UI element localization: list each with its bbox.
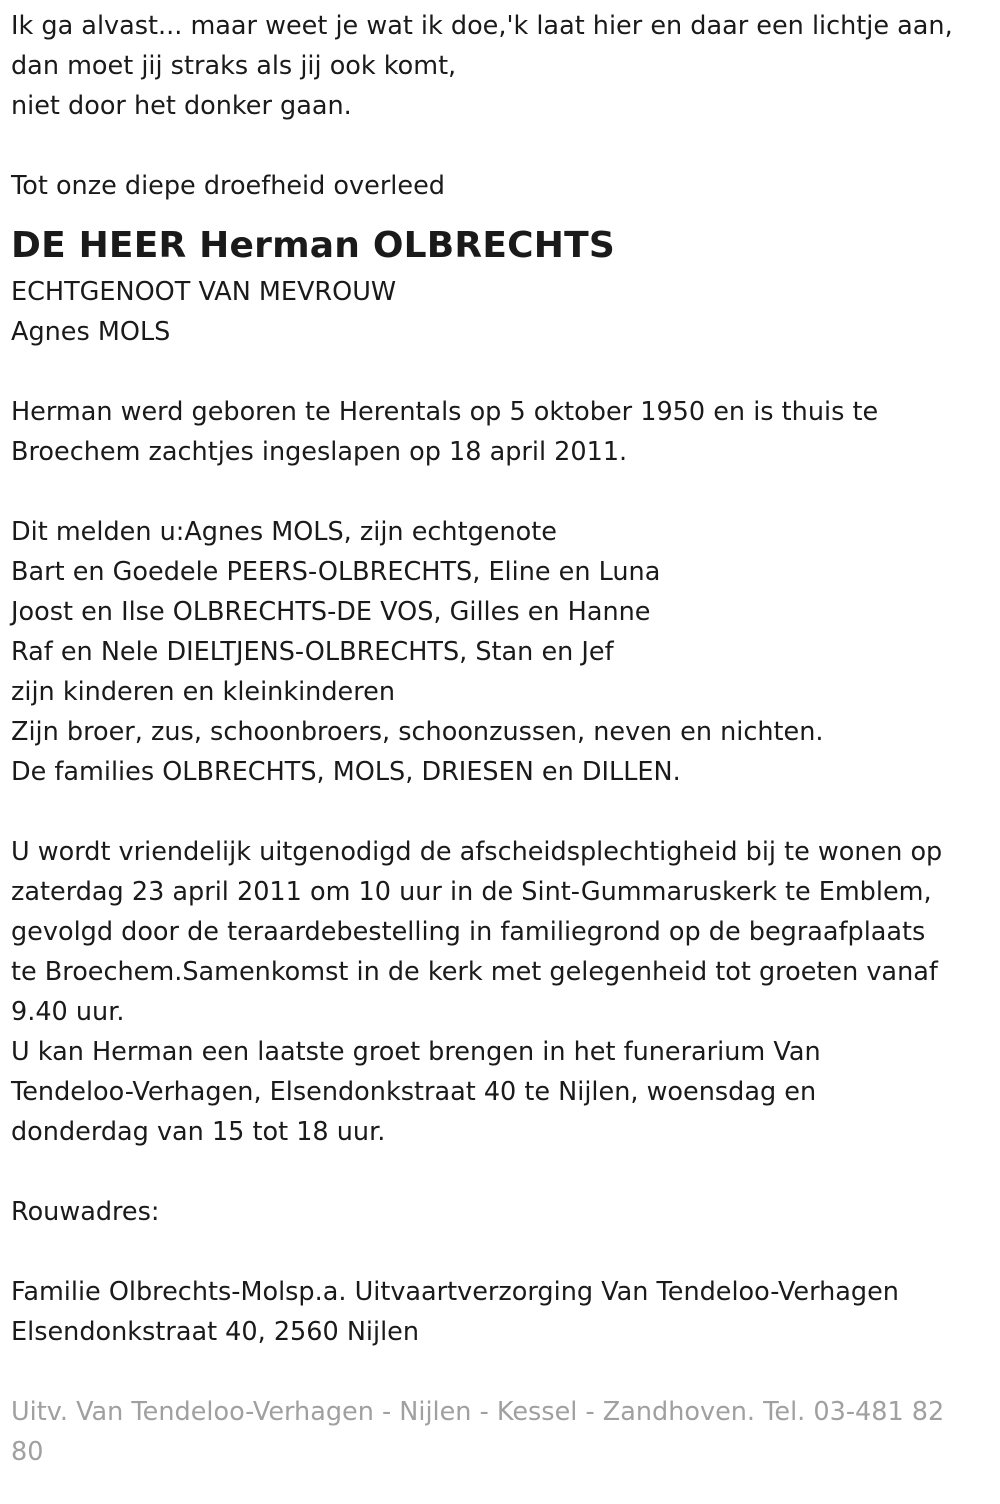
poem-line: dan moet jij straks als jij ook komt, bbox=[11, 51, 457, 81]
paragraph-line: Broechem zachtjes ingeslapen op 18 april 2011. bbox=[11, 437, 628, 467]
ceremony-line: gevolgd door de teraardebestelling in familiegrond op de begraafplaats bbox=[11, 917, 926, 947]
family-line: Bart en Goedele PEERS-OLBRECHTS, Eline en Luna bbox=[11, 557, 661, 587]
ceremony-line: Tendeloo-Verhagen, Elsendonkstraat 40 te Nijlen, woensdag en bbox=[11, 1077, 817, 1107]
ceremony-line: donderdag van 15 tot 18 uur. bbox=[11, 1117, 386, 1147]
ceremony-line: U wordt vriendelijk uitgenodigd de afscheidsplechtigheid bij te wonen op bbox=[11, 837, 943, 867]
obituary-document bbox=[11, 6, 991, 1472]
paragraph-line: Herman werd geboren te Herentals op 5 oktober 1950 en is thuis te bbox=[11, 397, 879, 427]
poem-line: niet door het donker gaan. bbox=[11, 91, 352, 121]
deceased-name: DE HEER Herman OLBRECHTS bbox=[11, 225, 615, 266]
ceremony-line: te Broechem.Samenkomst in de kerk met gelegenheid tot groeten vanaf bbox=[11, 957, 938, 987]
ceremony-paragraph bbox=[11, 832, 991, 1152]
family-line: Dit melden u:Agnes MOLS, zijn echtgenote bbox=[11, 517, 557, 547]
footer bbox=[11, 1392, 991, 1472]
spacer bbox=[11, 1352, 991, 1392]
family-list bbox=[11, 512, 991, 792]
poem bbox=[11, 6, 991, 126]
ceremony-line: 9.40 uur. bbox=[11, 997, 125, 1027]
address-line: Elsendonkstraat 40, 2560 Nijlen bbox=[11, 1317, 420, 1347]
family-line: Joost en Ilse OLBRECHTS-DE VOS, Gilles en Hanne bbox=[11, 597, 651, 627]
family-line: Raf en Nele DIELTJENS-OLBRECHTS, Stan en Jef bbox=[11, 637, 614, 667]
ceremony-line: zaterdag 23 april 2011 om 10 uur in de Sint-Gummaruskerk te Emblem, bbox=[11, 877, 932, 907]
address-block bbox=[11, 1272, 991, 1352]
spouse-name: Agnes MOLS bbox=[11, 317, 171, 347]
poem-line: Ik ga alvast... maar weet je wat ik doe,'k laat hier en daar een lichtje aan, bbox=[11, 11, 953, 41]
spacer bbox=[11, 792, 991, 832]
family-line: De families OLBRECHTS, MOLS, DRIESEN en DILLEN. bbox=[11, 757, 681, 787]
birth-death-paragraph bbox=[11, 392, 991, 472]
spacer bbox=[11, 472, 991, 512]
footer-line: 80 bbox=[11, 1437, 44, 1467]
footer-line: Uitv. Van Tendeloo-Verhagen - Nijlen - Kessel - Zandhoven. Tel. 03-481 82 bbox=[11, 1397, 945, 1427]
spacer bbox=[11, 126, 991, 166]
intro-text: Tot onze diepe droefheid overleed bbox=[11, 171, 445, 201]
family-line: Zijn broer, zus, schoonbroers, schoonzussen, neven en nichten. bbox=[11, 717, 824, 747]
spacer bbox=[11, 1152, 991, 1192]
spacer bbox=[11, 352, 991, 392]
ceremony-line: U kan Herman een laatste groet brengen in het funerarium Van bbox=[11, 1037, 821, 1067]
spouse-line: ECHTGENOOT VAN MEVROUW bbox=[11, 277, 397, 307]
spacer bbox=[11, 1232, 991, 1272]
address-line: Familie Olbrechts-Molsp.a. Uitvaartverzorging Van Tendeloo-Verhagen bbox=[11, 1277, 899, 1307]
family-line: zijn kinderen en kleinkinderen bbox=[11, 677, 395, 707]
address-label: Rouwadres: bbox=[11, 1197, 160, 1227]
